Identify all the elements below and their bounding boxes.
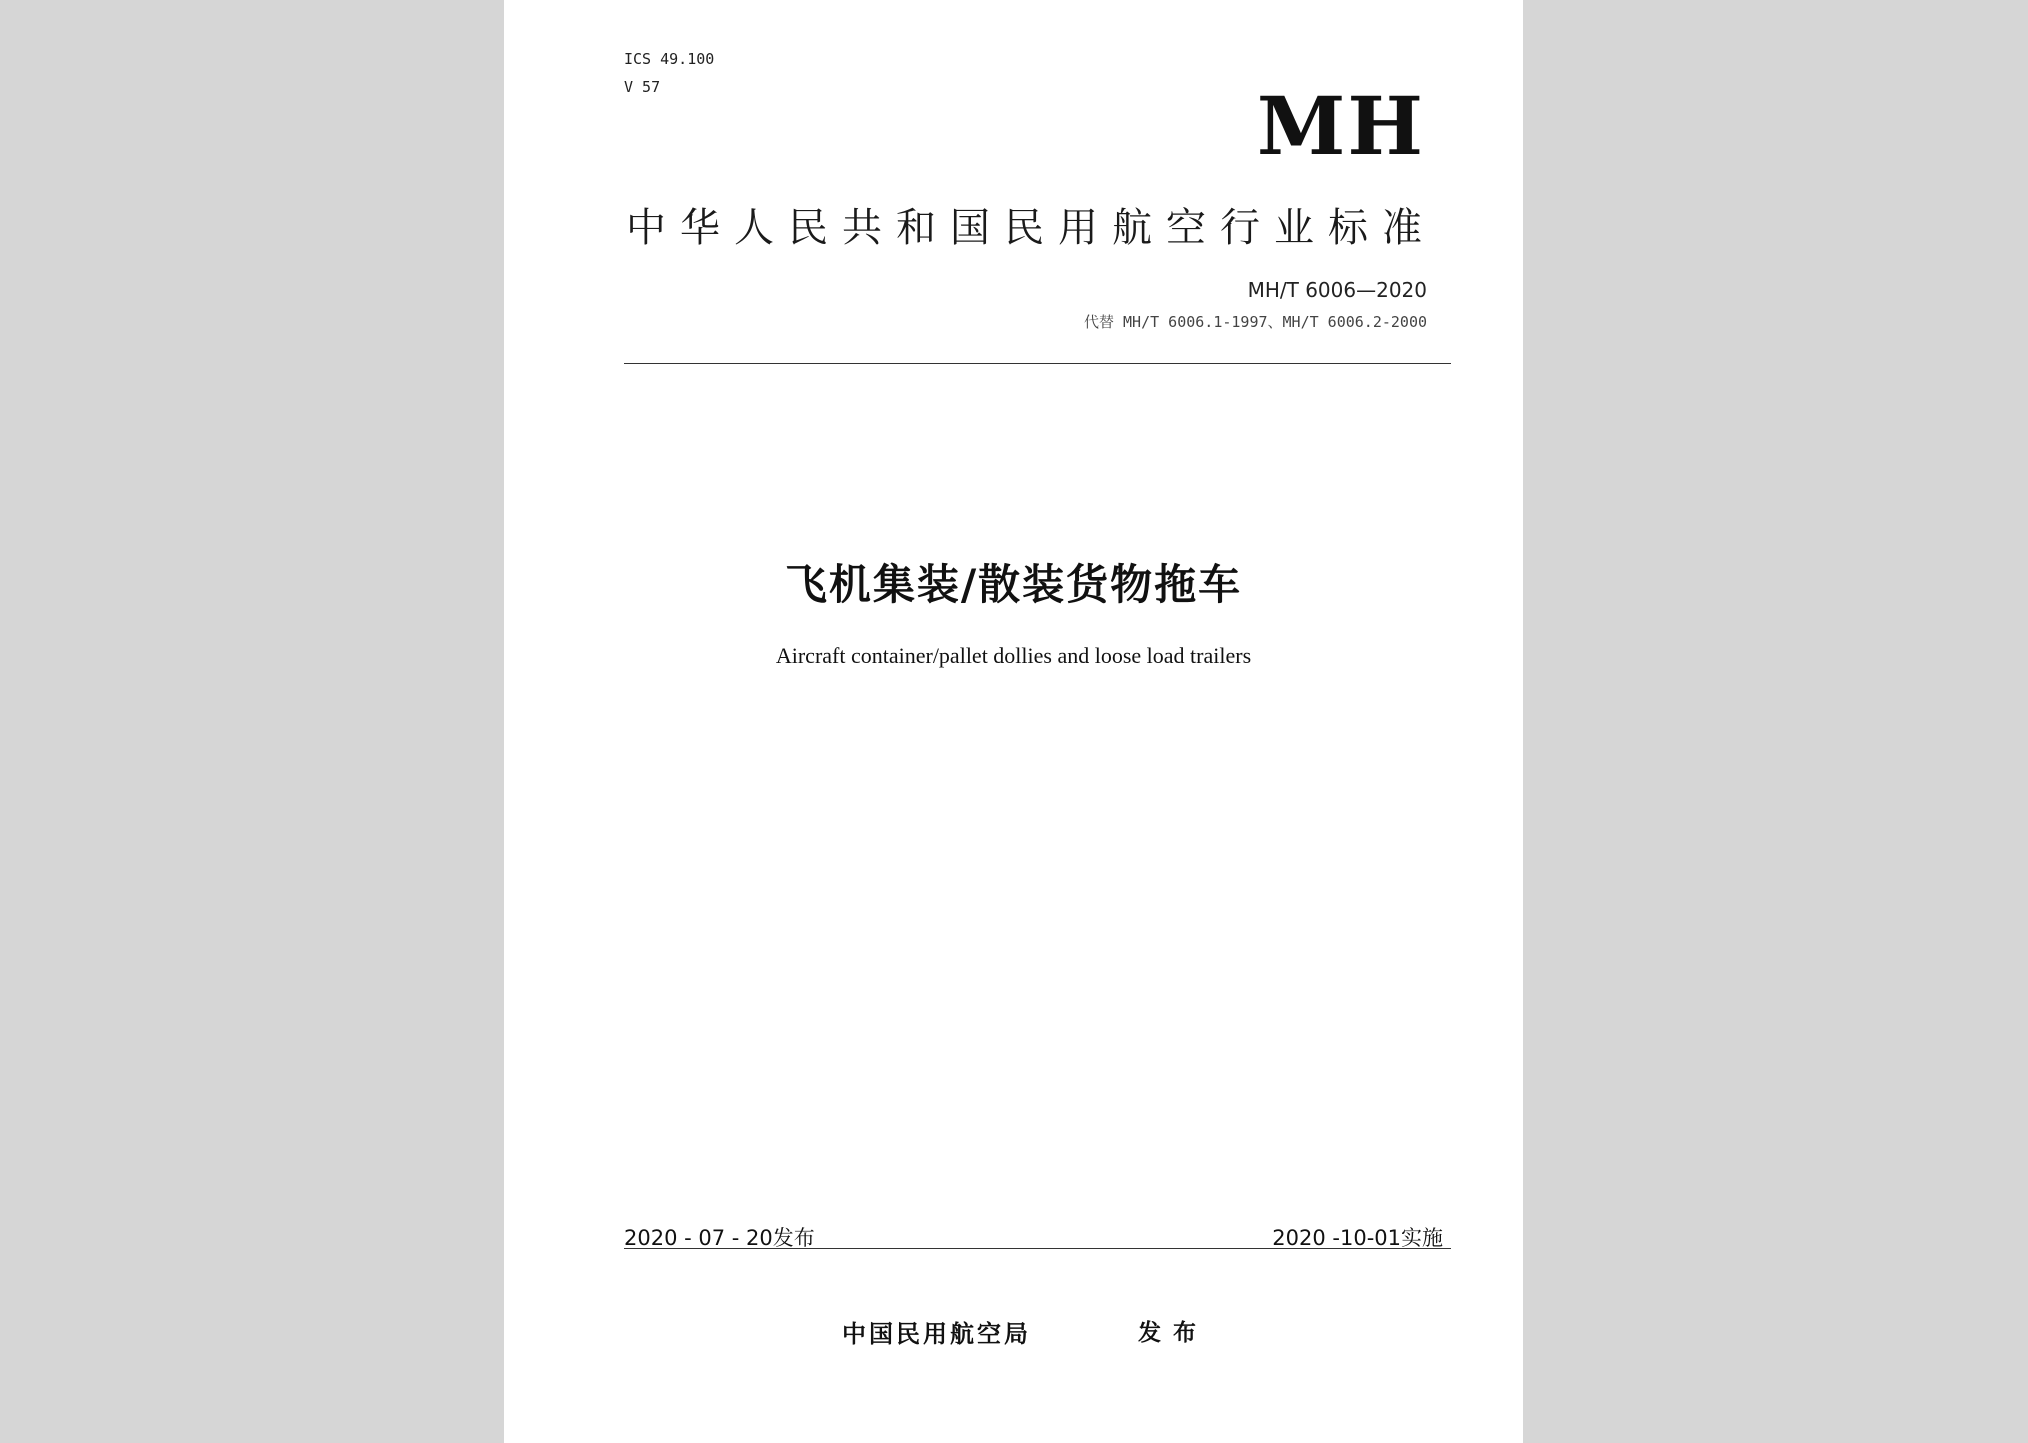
- publish-label: 发布: [1138, 1320, 1208, 1346]
- ics-code: ICS 49.100: [624, 50, 715, 68]
- standard-title: 中华人民共和国民用航空行业标准: [626, 205, 1436, 251]
- classification-code: V 57: [624, 78, 661, 96]
- replaces-note: 代替 MH/T 6006.1-1997、MH/T 6006.2-2000: [1083, 313, 1427, 331]
- document-page: [504, 0, 1523, 1443]
- issuing-authority: 中国民用航空局: [842, 1320, 1031, 1348]
- header-divider: [624, 363, 1451, 364]
- document-title-en: Aircraft container/pallet dollies and loose load trailers: [775, 643, 1252, 668]
- footer-divider: [624, 1248, 1451, 1249]
- issue-date: 2020 - 07 - 20发布: [624, 1226, 815, 1250]
- implementation-date: 2020 -10-01实施: [1272, 1226, 1443, 1250]
- mh-logo-mark: MH: [1256, 79, 1425, 173]
- standard-number: MH/T 6006—2020: [1247, 278, 1427, 302]
- document-title-cn: 飞机集装/散装货物拖车: [784, 560, 1243, 609]
